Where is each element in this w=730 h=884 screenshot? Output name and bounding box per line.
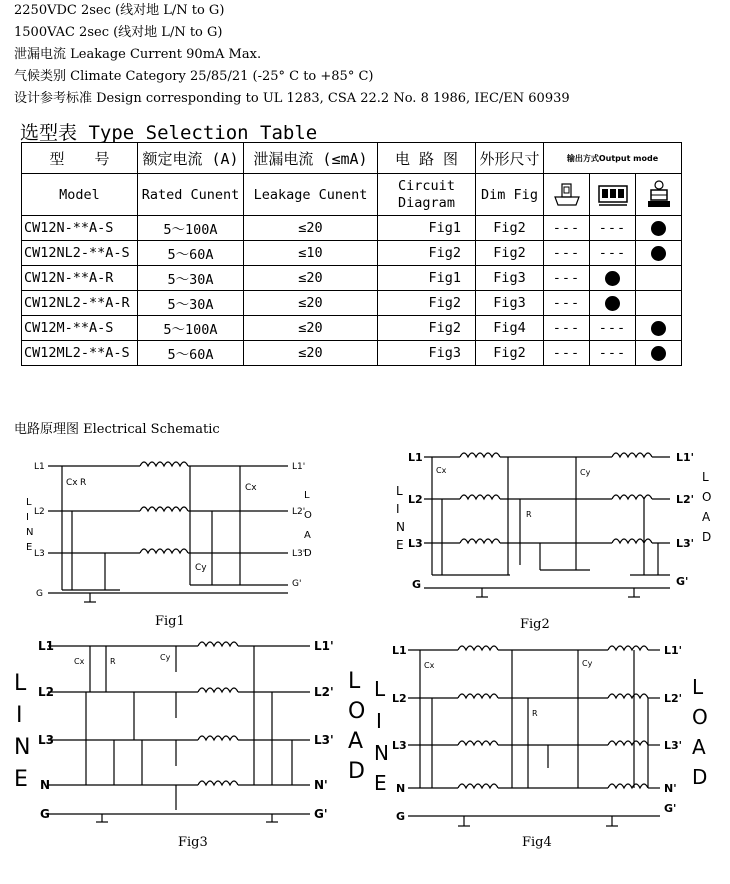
cell-output-3 xyxy=(636,291,682,316)
fig4-r-label: R xyxy=(532,709,538,718)
fig2-line-letter: I xyxy=(396,502,400,516)
dash-mark: --- xyxy=(552,220,581,236)
output-mode-connector-icon xyxy=(590,174,636,216)
fig3-load-letter: A xyxy=(348,729,364,754)
fig4-line-letter: N xyxy=(374,741,389,765)
spec-line: 气候类别 Climate Category 25/85/21 (-25° C to +85° C) xyxy=(14,69,374,84)
cell-dim: Fig3 xyxy=(476,266,544,291)
output-mode-terminal-icon xyxy=(544,174,590,216)
dash-mark: --- xyxy=(598,220,627,236)
header-leak-cn: 泄漏电流 (≤mA) xyxy=(244,143,378,174)
dot-mark xyxy=(651,221,666,236)
cell-leak: ≤20 xyxy=(244,216,378,241)
fig4-out-label: L2' xyxy=(664,692,683,705)
table-row xyxy=(22,241,682,266)
fig4-out-label: L3' xyxy=(664,739,683,752)
fig4-load-letter: A xyxy=(692,735,706,759)
cell-leak: ≤20 xyxy=(244,341,378,366)
fig4-load-letter: O xyxy=(692,705,708,729)
fig3-in-label: L2 xyxy=(38,685,54,699)
fig2-schematic xyxy=(390,445,715,605)
fig4-schematic xyxy=(372,638,722,838)
cell-model: CW12ML2-**A-S xyxy=(22,341,138,366)
fig3-line-letter: I xyxy=(16,703,23,728)
fig2-out-label: L2' xyxy=(676,493,695,506)
fig1-load-letter: D xyxy=(304,548,312,559)
fig4-in-label: G xyxy=(396,810,406,823)
fig2-load-letter: O xyxy=(702,490,712,504)
fig1-line-letter: N xyxy=(26,527,34,538)
fig1-in-label: L2 xyxy=(34,507,45,517)
dot-mark xyxy=(605,271,620,286)
cell-output-3 xyxy=(636,241,682,266)
fig1-caption: Fig1 xyxy=(155,614,185,629)
fig2-out-label: L3' xyxy=(676,537,695,550)
fig4-load-letter: L xyxy=(692,675,704,699)
table-header-en xyxy=(22,174,682,216)
fig3-caption: Fig3 xyxy=(178,835,208,850)
fig3-line-letter: L xyxy=(14,671,27,696)
cell-leak: ≤20 xyxy=(244,291,378,316)
fig2-load-letter: L xyxy=(702,470,709,484)
schematic-title: 电路原理图 Electrical Schematic xyxy=(14,422,220,437)
fig1-load-letter: L xyxy=(304,490,310,501)
header-circuit-cn: 电 路 图 xyxy=(378,143,476,174)
table-row xyxy=(22,341,682,366)
cell-output-2 xyxy=(590,241,636,266)
header-rated: Rated Cunent xyxy=(138,174,244,216)
cell-dim: Fig2 xyxy=(476,241,544,266)
cell-rated: 5～100A xyxy=(138,316,244,341)
fig4-in-label: L2 xyxy=(392,692,407,705)
fig3-cx-label: Cx xyxy=(74,657,85,666)
fig4-in-label: L1 xyxy=(392,644,407,657)
selection-table-title: 选型表 Type Selection Table xyxy=(20,122,318,144)
dash-mark: --- xyxy=(598,245,627,261)
header-circuit: Circuit Diagram xyxy=(378,174,476,216)
spec-line: 1500VAC 2sec (线对地 L/N to G) xyxy=(14,25,223,40)
fig1-cx-label: Cx xyxy=(245,483,257,493)
cell-dim: Fig2 xyxy=(476,341,544,366)
fig4-line-letter: L xyxy=(374,677,386,701)
fig3-schematic xyxy=(10,632,370,832)
fig4-line-letter: I xyxy=(376,709,382,733)
fig3-line-letter: N xyxy=(14,735,31,760)
fig4-in-label: N xyxy=(396,782,406,795)
dash-mark: --- xyxy=(552,270,581,286)
dot-mark xyxy=(651,321,666,336)
header-rated-cn: 额定电流 (A) xyxy=(138,143,244,174)
cell-leak: ≤20 xyxy=(244,266,378,291)
cell-leak: ≤20 xyxy=(244,316,378,341)
dot-mark xyxy=(651,246,666,261)
cell-output-2 xyxy=(590,216,636,241)
dash-mark: --- xyxy=(598,345,627,361)
cell-output-3 xyxy=(636,266,682,291)
fig2-in-label: L1 xyxy=(408,451,423,464)
fig2-in-label: L2 xyxy=(408,493,423,506)
fig1-load-letter: A xyxy=(304,530,311,541)
fig1-in-label: G xyxy=(36,589,43,599)
fig3-out-label: L2' xyxy=(314,685,334,699)
dash-mark: --- xyxy=(552,245,581,261)
cell-output-1 xyxy=(544,216,590,241)
fig4-caption: Fig4 xyxy=(522,835,552,850)
fig3-out-label: L3' xyxy=(314,733,334,747)
cell-rated: 5～60A xyxy=(138,341,244,366)
fig3-in-label: L1 xyxy=(38,639,54,653)
fig3-out-label: N' xyxy=(314,778,328,792)
fig1-r-label: R xyxy=(80,478,87,488)
cell-circuit: Fig2 xyxy=(378,241,476,266)
fig1-out-label: L1' xyxy=(292,462,306,472)
output-mode-screw-icon xyxy=(636,174,682,216)
cell-rated: 5～100A xyxy=(138,216,244,241)
fig3-load-letter: O xyxy=(348,699,366,724)
cell-rated: 5～30A xyxy=(138,291,244,316)
fig3-in-label: G xyxy=(40,807,50,821)
cell-output-3 xyxy=(636,216,682,241)
dash-mark: --- xyxy=(598,320,627,336)
cell-output-2 xyxy=(590,316,636,341)
fig3-load-letter: D xyxy=(348,759,365,784)
header-dim: Dim Fig xyxy=(476,174,544,216)
fig2-cy-label: Cy xyxy=(580,468,591,477)
fig2-line-letter: L xyxy=(396,484,403,498)
fig2-load-letter: A xyxy=(702,510,711,524)
fig2-r-label: R xyxy=(526,510,532,519)
fig2-in-label: G xyxy=(412,578,422,591)
fig1-schematic xyxy=(20,450,350,610)
spec-line: 2250VDC 2sec (线对地 L/N to G) xyxy=(14,3,225,18)
fig4-out-label: N' xyxy=(664,782,677,795)
fig3-out-label: L1' xyxy=(314,639,334,653)
fig1-out-label: G' xyxy=(292,579,302,589)
fig4-out-label: G' xyxy=(664,802,677,815)
header-model-cn: 型 号 xyxy=(22,143,138,174)
table-row xyxy=(22,316,682,341)
cell-model: CW12N-**A-S xyxy=(22,216,138,241)
cell-circuit: Fig1 xyxy=(378,216,476,241)
fig3-line-letter: E xyxy=(14,767,28,792)
dash-mark: --- xyxy=(552,295,581,311)
cell-output-2 xyxy=(590,341,636,366)
fig3-r-label: R xyxy=(110,657,116,666)
cell-model: CW12M-**A-S xyxy=(22,316,138,341)
fig4-cx-label: Cx xyxy=(424,661,435,670)
cell-circuit: Fig3 xyxy=(378,341,476,366)
fig3-out-label: G' xyxy=(314,807,328,821)
fig2-cx-label: Cx xyxy=(436,466,447,475)
cell-model: CW12NL2-**A-R xyxy=(22,291,138,316)
table-row xyxy=(22,266,682,291)
cell-output-3 xyxy=(636,316,682,341)
cell-dim: Fig4 xyxy=(476,316,544,341)
cell-rated: 5～30A xyxy=(138,266,244,291)
cell-circuit: Fig2 xyxy=(378,291,476,316)
header-dim-cn: 外形尺寸 xyxy=(476,143,544,174)
fig1-out-label: L3' xyxy=(292,549,306,559)
dot-mark xyxy=(651,346,666,361)
cell-output-1 xyxy=(544,291,590,316)
cell-dim: Fig3 xyxy=(476,291,544,316)
fig2-in-label: L3 xyxy=(408,537,423,550)
cell-output-2 xyxy=(590,291,636,316)
spec-line: 设计参考标准 Design corresponding to UL 1283, CSA 22.2 No. 8 1986, IEC/EN 60939 xyxy=(14,91,570,106)
fig2-caption: Fig2 xyxy=(520,617,550,632)
cell-output-1 xyxy=(544,341,590,366)
cell-output-1 xyxy=(544,266,590,291)
dash-mark: --- xyxy=(552,345,581,361)
cell-output-1 xyxy=(544,241,590,266)
type-selection-table xyxy=(21,142,682,366)
table-row xyxy=(22,216,682,241)
header-leak: Leakage Cunent xyxy=(244,174,378,216)
fig1-cx-label: Cx xyxy=(66,478,78,488)
fig3-in-label: N xyxy=(40,778,51,792)
fig4-load-letter: D xyxy=(692,765,708,789)
cell-circuit: Fig2 xyxy=(378,316,476,341)
fig2-load-letter: D xyxy=(702,530,712,544)
fig2-line-letter: E xyxy=(396,538,404,552)
fig2-out-label: L1' xyxy=(676,451,695,464)
fig1-cy-label: Cy xyxy=(195,563,207,573)
header-output-mode: 输出方式Output mode xyxy=(544,143,682,174)
cell-rated: 5～60A xyxy=(138,241,244,266)
fig4-line-letter: E xyxy=(374,771,387,795)
fig1-in-label: L1 xyxy=(34,462,45,472)
cell-leak: ≤10 xyxy=(244,241,378,266)
fig1-in-label: L3 xyxy=(34,549,45,559)
fig3-cy-label: Cy xyxy=(160,653,171,662)
dot-mark xyxy=(605,296,620,311)
fig1-line-letter: I xyxy=(26,512,29,523)
fig3-load-letter: L xyxy=(348,669,361,694)
cell-circuit: Fig1 xyxy=(378,266,476,291)
table-header-cn xyxy=(22,143,682,174)
dash-mark: --- xyxy=(552,320,581,336)
fig1-line-letter: E xyxy=(26,542,33,553)
fig2-line-letter: N xyxy=(396,520,405,534)
cell-output-1 xyxy=(544,316,590,341)
fig2-out-label: G' xyxy=(676,575,689,588)
fig1-load-letter: O xyxy=(304,510,312,521)
fig4-cy-label: Cy xyxy=(582,659,593,668)
fig1-line-letter: L xyxy=(26,497,32,508)
cell-model: CW12NL2-**A-S xyxy=(22,241,138,266)
fig3-in-label: L3 xyxy=(38,733,54,747)
cell-model: CW12N-**A-R xyxy=(22,266,138,291)
cell-output-3 xyxy=(636,341,682,366)
cell-output-2 xyxy=(590,266,636,291)
spec-line: 泄漏电流 Leakage Current 90mA Max. xyxy=(14,47,262,62)
table-row xyxy=(22,291,682,316)
fig4-in-label: L3 xyxy=(392,739,407,752)
cell-dim: Fig2 xyxy=(476,216,544,241)
fig4-out-label: L1' xyxy=(664,644,683,657)
fig1-out-label: L2' xyxy=(292,507,306,517)
header-model: Model xyxy=(22,174,138,216)
